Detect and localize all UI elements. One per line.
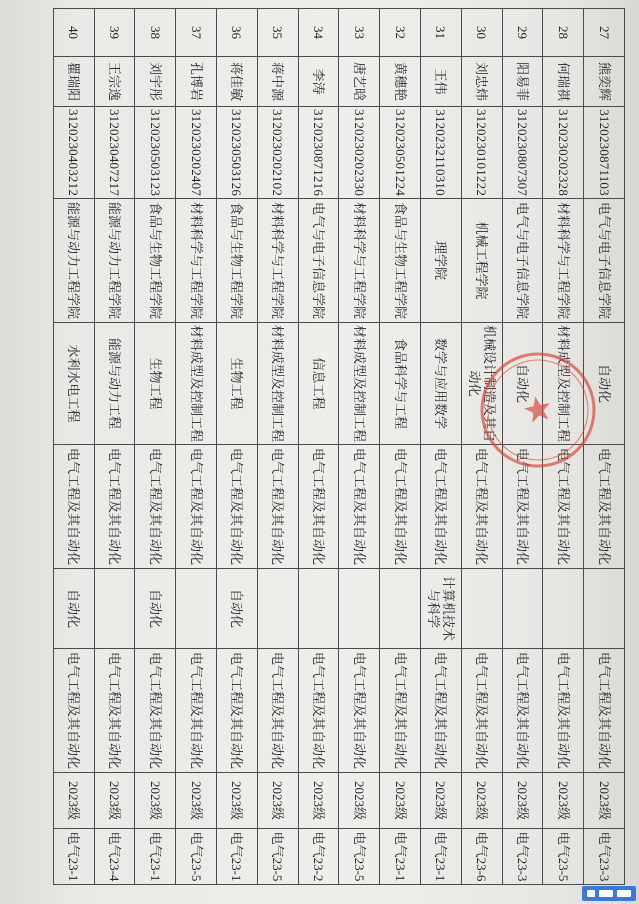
original-college-cell [542,199,583,323]
second-choice-major: 自动化 [229,588,245,628]
row-number-cell [175,9,216,57]
first-choice-major-cell [379,445,420,569]
second-choice-major-cell [94,569,135,649]
row-number-cell [502,9,543,57]
first-choice-major: 电气工程及其自动化 [555,447,571,565]
original-major: 生物工程 [229,357,245,410]
first-choice-major: 电气工程及其自动化 [515,447,531,565]
student-id: 3120230202328 [555,108,571,197]
original-major-cell [338,323,379,445]
student-name-cell [257,57,298,107]
class-name-cell [420,829,461,885]
grade: 2023级 [270,780,286,820]
class-name-cell [583,829,624,885]
admitted-major-cell [338,649,379,773]
second-choice-major-cell [461,569,502,649]
student-id-cell [94,107,135,199]
class-name: 电气23-3 [515,831,531,882]
row-number: 36 [229,26,245,39]
student-id: 3120230871216 [311,108,327,197]
row-number: 27 [596,26,612,39]
class-name: 电气23-1 [66,831,82,882]
admitted-major-cell [216,649,257,773]
original-major: 材料成型及控制工程 [188,324,204,442]
first-choice-major-cell [216,445,257,569]
original-college: 材料科学与工程学院 [270,201,286,319]
row-number-cell [461,9,502,57]
class-name: 电气23-2 [311,831,327,882]
class-name-cell [216,829,257,885]
second-choice-major-cell [502,569,543,649]
original-college: 食品与生物工程学院 [229,201,245,319]
original-college: 能源与动力工程学院 [107,201,123,319]
grade: 2023级 [555,780,571,820]
row-number: 29 [515,26,531,39]
first-choice-major: 电气工程及其自动化 [474,447,490,565]
second-choice-major-cell [338,569,379,649]
original-college: 食品与生物工程学院 [392,201,408,319]
official-seal [464,336,611,483]
first-choice-major: 电气工程及其自动化 [392,447,408,565]
original-major: 信息工程 [311,357,327,410]
admitted-major: 电气工程及其自动化 [229,651,245,769]
row-number-cell [583,9,624,57]
original-major-cell [379,323,420,445]
grade: 2023级 [229,780,245,820]
grade: 2023级 [433,780,449,820]
admitted-major: 电气工程及其自动化 [474,651,490,769]
row-number: 39 [107,26,123,39]
original-college: 机械工程学院 [474,221,490,300]
row-number: 40 [66,26,82,39]
original-major: 材料成型及控制工程 [351,324,367,442]
student-name: 熊奕辉 [596,61,612,101]
grade-cell [583,773,624,829]
grade: 2023级 [66,780,82,820]
student-id-cell [298,107,339,199]
admitted-major-cell [257,649,298,773]
admitted-major-cell [53,649,94,773]
watermark-logo-icon [582,886,636,901]
class-name: 电气23-4 [107,831,123,882]
grade: 2023级 [392,780,408,820]
admitted-major-cell [175,649,216,773]
original-college: 食品与生物工程学院 [147,201,163,319]
original-major: 数学与应用数学 [433,337,449,429]
original-college: 理学院 [433,240,449,280]
original-college: 能源与动力工程学院 [66,201,82,319]
first-choice-major: 电气工程及其自动化 [351,447,367,565]
table-row [175,9,216,885]
student-name-cell [53,57,94,107]
class-name-cell [298,829,339,885]
original-college-cell [134,199,175,323]
original-college: 材料科学与工程学院 [555,201,571,319]
row-number-cell [94,9,135,57]
first-choice-major-cell [53,445,94,569]
student-id: 3120230202102 [270,108,286,197]
student-name: 王伟 [433,68,449,95]
admitted-major: 电气工程及其自动化 [147,651,163,769]
student-id: 3120230407217 [107,108,123,197]
row-number-cell [542,9,583,57]
row-number-cell [298,9,339,57]
student-name-cell [583,57,624,107]
class-name: 电气23-1 [392,831,408,882]
seal-icon [464,336,611,483]
grade: 2023级 [188,780,204,820]
student-id-cell [379,107,420,199]
class-name-cell [502,829,543,885]
second-choice-major: 计算机技术与科学 [425,575,456,641]
first-choice-major: 电气工程及其自动化 [229,447,245,565]
class-name-cell [134,829,175,885]
row-number: 33 [351,26,367,39]
student-name-cell [94,57,135,107]
grade: 2023级 [515,780,531,820]
admitted-major-cell [94,649,135,773]
original-major: 机械设计制造及其自动化 [466,324,497,442]
row-number: 35 [270,26,286,39]
first-choice-major-cell [257,445,298,569]
original-major-cell [257,323,298,445]
student-name-cell [134,57,175,107]
second-choice-major-cell [379,569,420,649]
original-college: 电气与电子信息学院 [596,201,612,319]
row-number-cell [134,9,175,57]
original-college: 材料科学与工程学院 [351,201,367,319]
original-college-cell [461,199,502,323]
class-name: 电气23-5 [351,831,367,882]
original-major: 能源与动力工程 [107,337,123,429]
original-college-cell [53,199,94,323]
row-number-cell [53,9,94,57]
first-choice-major-cell [338,445,379,569]
grade: 2023级 [474,780,490,820]
student-id-cell [461,107,502,199]
original-major-cell [53,323,94,445]
admitted-major: 电气工程及其自动化 [555,651,571,769]
grade-cell [53,773,94,829]
student-name-cell [298,57,339,107]
table-row [338,9,379,885]
grade: 2023级 [107,780,123,820]
table-row [298,9,339,885]
student-name-cell [216,57,257,107]
student-name-cell [502,57,543,107]
original-major-cell [420,323,461,445]
student-name: 唐艺晗 [351,61,367,101]
second-choice-major: 自动化 [66,588,82,628]
student-name-cell [379,57,420,107]
admitted-major: 电气工程及其自动化 [66,651,82,769]
original-major: 食品科学与工程 [392,337,408,429]
student-name-cell [542,57,583,107]
first-choice-major-cell [175,445,216,569]
original-college-cell [175,199,216,323]
grade-cell [257,773,298,829]
original-major-cell [216,323,257,445]
admitted-major-cell [298,649,339,773]
original-college-cell [216,199,257,323]
admitted-major-cell [379,649,420,773]
admitted-major-cell [583,649,624,773]
grade-cell [134,773,175,829]
original-major: 材料成型及控制工程 [270,324,286,442]
row-number-cell [420,9,461,57]
student-id: 3120232110310 [433,109,449,196]
second-choice-major-cell [583,569,624,649]
table-row [134,9,175,885]
admitted-major: 电气工程及其自动化 [433,651,449,769]
table-row [379,9,420,885]
class-name-cell [379,829,420,885]
first-choice-major-cell [134,445,175,569]
table-row [420,9,461,885]
class-name-cell [94,829,135,885]
grade-cell [502,773,543,829]
admitted-major: 电气工程及其自动化 [392,651,408,769]
student-id: 3120230403212 [66,108,82,197]
grade-cell [216,773,257,829]
row-number: 28 [555,26,571,39]
student-id: 3120230503123 [147,108,163,197]
student-name-cell [461,57,502,107]
student-id-cell [216,107,257,199]
student-name: 何瑞祺 [555,61,571,101]
first-choice-major-cell [420,445,461,569]
student-name-cell [175,57,216,107]
admitted-major: 电气工程及其自动化 [270,651,286,769]
class-name: 电气23-1 [229,831,245,882]
class-name: 电气23-5 [188,831,204,882]
table-row [53,9,94,885]
row-number-cell [216,9,257,57]
admitted-major: 电气工程及其自动化 [311,651,327,769]
admitted-major: 电气工程及其自动化 [107,651,123,769]
admitted-major: 电气工程及其自动化 [515,651,531,769]
admitted-major-cell [420,649,461,773]
class-name-cell [542,829,583,885]
original-major-cell [175,323,216,445]
first-choice-major: 电气工程及其自动化 [270,447,286,565]
grade: 2023级 [596,780,612,820]
first-choice-major: 电气工程及其自动化 [66,447,82,565]
admitted-major: 电气工程及其自动化 [596,651,612,769]
student-id-cell [542,107,583,199]
student-id: 3120230871103 [596,109,612,196]
row-number: 37 [188,26,204,39]
student-id-cell [338,107,379,199]
original-major: 自动化 [515,363,531,403]
admitted-major-cell [502,649,543,773]
table-row [216,9,257,885]
original-major: 水利水电工程 [66,344,82,423]
first-choice-major: 电气工程及其自动化 [433,447,449,565]
original-major: 自动化 [596,363,612,403]
student-name: 蒋佳敏 [229,61,245,101]
grade-cell [94,773,135,829]
admitted-major: 电气工程及其自动化 [188,651,204,769]
row-number-cell [338,9,379,57]
original-college-cell [338,199,379,323]
second-choice-major-cell [53,569,94,649]
student-id-cell [175,107,216,199]
first-choice-major-cell [583,445,624,569]
student-id: 3120230202330 [351,108,367,197]
student-id: 3120230501224 [392,108,408,197]
second-choice-major-cell [257,569,298,649]
original-college: 电气与电子信息学院 [515,201,531,319]
second-choice-major: 自动化 [147,588,163,628]
original-college-cell [583,199,624,323]
student-id-cell [257,107,298,199]
original-college-cell [94,199,135,323]
second-choice-major-cell [134,569,175,649]
original-major: 生物工程 [147,357,163,410]
class-name: 电气23-6 [474,831,490,882]
table-row [257,9,298,885]
student-name: 刘忠炜 [474,61,490,101]
class-name-cell [53,829,94,885]
student-id: 3120230202407 [188,108,204,197]
admitted-major-cell [542,649,583,773]
class-name: 电气23-1 [147,831,163,882]
admitted-major: 电气工程及其自动化 [351,651,367,769]
row-number: 32 [392,26,408,39]
seal-star-icon [522,394,553,424]
row-number: 30 [474,26,490,39]
student-name: 孔博岩 [188,61,204,101]
second-choice-major-cell [175,569,216,649]
original-college-cell [420,199,461,323]
admitted-major-cell [461,649,502,773]
row-number-cell [257,9,298,57]
original-major-cell [134,323,175,445]
student-id: 3120230503126 [229,108,245,197]
student-id-cell [53,107,94,199]
class-name-cell [461,829,502,885]
grade-cell [338,773,379,829]
student-name: 刘宇彤 [147,61,163,101]
student-name: 李涛 [311,68,327,95]
student-id-cell [502,107,543,199]
first-choice-major: 电气工程及其自动化 [311,447,327,565]
grade: 2023级 [351,780,367,820]
class-name-cell [257,829,298,885]
row-number: 38 [147,26,163,39]
student-id-cell [583,107,624,199]
student-name: 蒋中源 [270,61,286,101]
grade-cell [379,773,420,829]
student-name-cell [338,57,379,107]
first-choice-major: 电气工程及其自动化 [188,447,204,565]
grade-cell [420,773,461,829]
class-name: 电气23-1 [433,831,449,882]
student-id: 3120230807307 [515,108,531,197]
student-id: 3120230101222 [474,108,490,197]
original-college-cell [257,199,298,323]
original-major-cell [94,323,135,445]
row-number-cell [379,9,420,57]
original-college-cell [502,199,543,323]
original-college: 电气与电子信息学院 [311,201,327,319]
second-choice-major-cell [420,569,461,649]
row-number: 34 [311,26,327,39]
admitted-major-cell [134,649,175,773]
second-choice-major-cell [298,569,339,649]
grade-cell [175,773,216,829]
row-number: 31 [433,26,449,39]
original-college: 材料科学与工程学院 [188,201,204,319]
grade: 2023级 [311,780,327,820]
first-choice-major-cell [94,445,135,569]
class-name-cell [175,829,216,885]
table-row [94,9,135,885]
first-choice-major: 电气工程及其自动化 [147,447,163,565]
original-college-cell [379,199,420,323]
student-name: 王宗逸 [107,61,123,101]
student-name: 黄穗艳 [392,61,408,101]
grade-cell [461,773,502,829]
first-choice-major: 电气工程及其自动化 [596,447,612,565]
original-college-cell [298,199,339,323]
student-id-cell [134,107,175,199]
first-choice-major-cell [298,445,339,569]
class-name: 电气23-5 [270,831,286,882]
student-name: 瞿瑞阳 [66,61,82,101]
grade-cell [298,773,339,829]
first-choice-major: 电气工程及其自动化 [107,447,123,565]
grade: 2023级 [147,780,163,820]
second-choice-major-cell [216,569,257,649]
class-name: 电气23-5 [555,831,571,882]
student-name: 阳易菲 [515,61,531,101]
original-major-cell [298,323,339,445]
student-id-cell [420,107,461,199]
second-choice-major-cell [542,569,583,649]
student-name-cell [420,57,461,107]
grade-cell [542,773,583,829]
original-major: 材料成型及控制工程 [555,324,571,442]
class-name: 电气23-3 [596,831,612,882]
class-name-cell [338,829,379,885]
